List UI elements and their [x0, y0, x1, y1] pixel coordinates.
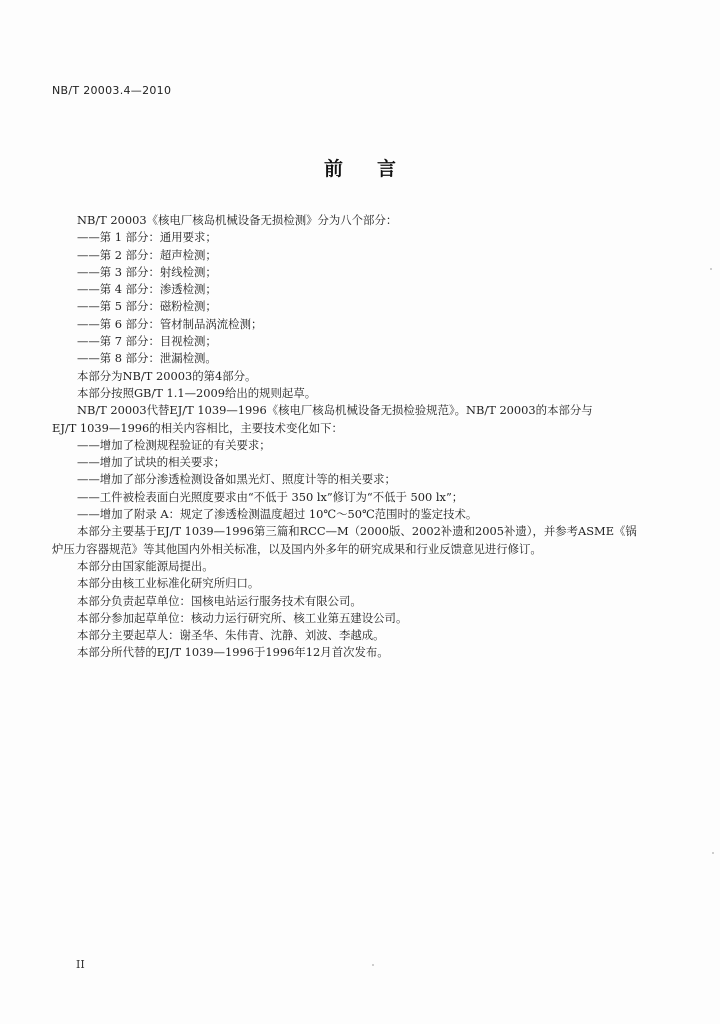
paragraph-basis-line2: 炉压力容器规范》等其他国内外相关标准，以及国内外多年的研究成果和行业反馈意见进行修订。 [52, 541, 542, 556]
paragraph-replacement-line2: EJ/T 1039—1996的相关内容相比，主要技术变化如下： [52, 420, 343, 435]
paragraph-basis-line1: 本部分主要基于EJ/T 1039—1996第三篇和RCC—M（2000版、2002补遗和2005补遗），并参考ASME《锅 [77, 524, 637, 539]
scan-speck [372, 964, 374, 966]
list-item-change: ——增加了部分渗透检测设备如黑光灯、照度计等的相关要求； [77, 472, 396, 487]
standard-code-header: NB/T 20003.4—2010 [52, 84, 172, 97]
paragraph-first-issue: 本部分所代替的EJ/T 1039—1996于1996年12月首次发布。 [77, 645, 389, 660]
scan-speck [710, 268, 712, 270]
list-item-part: ——第 4 部分：渗透检测； [77, 282, 217, 297]
list-item-part: ——第 3 部分：射线检测； [77, 264, 217, 279]
list-item-part: ——第 6 部分：管材制品涡流检测； [77, 316, 263, 331]
list-item-part: ——第 8 部分：泄漏检测。 [77, 351, 217, 366]
list-item-change: ——增加了检测规程验证的有关要求； [77, 437, 271, 452]
list-item-part: ——第 1 部分：通用要求； [77, 230, 217, 245]
paragraph-drafters: 本部分主要起草人：谢圣华、朱伟青、沈静、刘波、李越成。 [77, 628, 385, 643]
page-title: 前言 [323, 158, 430, 180]
list-item-change: ——增加了试块的相关要求； [77, 455, 226, 470]
list-item-part: ——第 2 部分：超声检测； [77, 247, 217, 262]
list-item-change: ——工件被检表面白光照度要求由“不低于 350 lx”修订为“不低于 500 lx”； [77, 489, 464, 504]
paragraph-drafting-organization: 本部分负责起草单位：国核电站运行服务技术有限公司。 [77, 593, 362, 608]
paragraph-centralized-by: 本部分由核工业标准化研究所归口。 [77, 576, 260, 591]
paragraph-drafting-rules: 本部分按照GB/T 1.1—2009给出的规则起草。 [77, 385, 317, 400]
paragraph-proposer: 本部分由国家能源局提出。 [77, 558, 214, 573]
list-item-change: ——增加了附录 A：规定了渗透检测温度超过 10℃～50℃范围时的鉴定技术。 [77, 507, 478, 522]
list-item-part: ——第 7 部分：目视检测； [77, 334, 217, 349]
paragraph-part-statement: 本部分为NB/T 20003的第4部分。 [77, 368, 257, 383]
paragraph-participating-organizations: 本部分参加起草单位：核动力运行研究所、核工业第五建设公司。 [77, 610, 408, 625]
document-body [52, 212, 672, 662]
paragraph-series-intro: NB/T 20003《核电厂核岛机械设备无损检测》分为八个部分： [77, 213, 398, 227]
list-item-part: ——第 5 部分：磁粉检测； [77, 299, 217, 314]
paragraph-replacement-line1: NB/T 20003代替EJ/T 1039—1996《核电厂核岛机械设备无损检验规范》。NB/T 20003的本部分与 [77, 403, 593, 418]
scan-speck [712, 852, 714, 854]
page-number: II [76, 958, 85, 971]
